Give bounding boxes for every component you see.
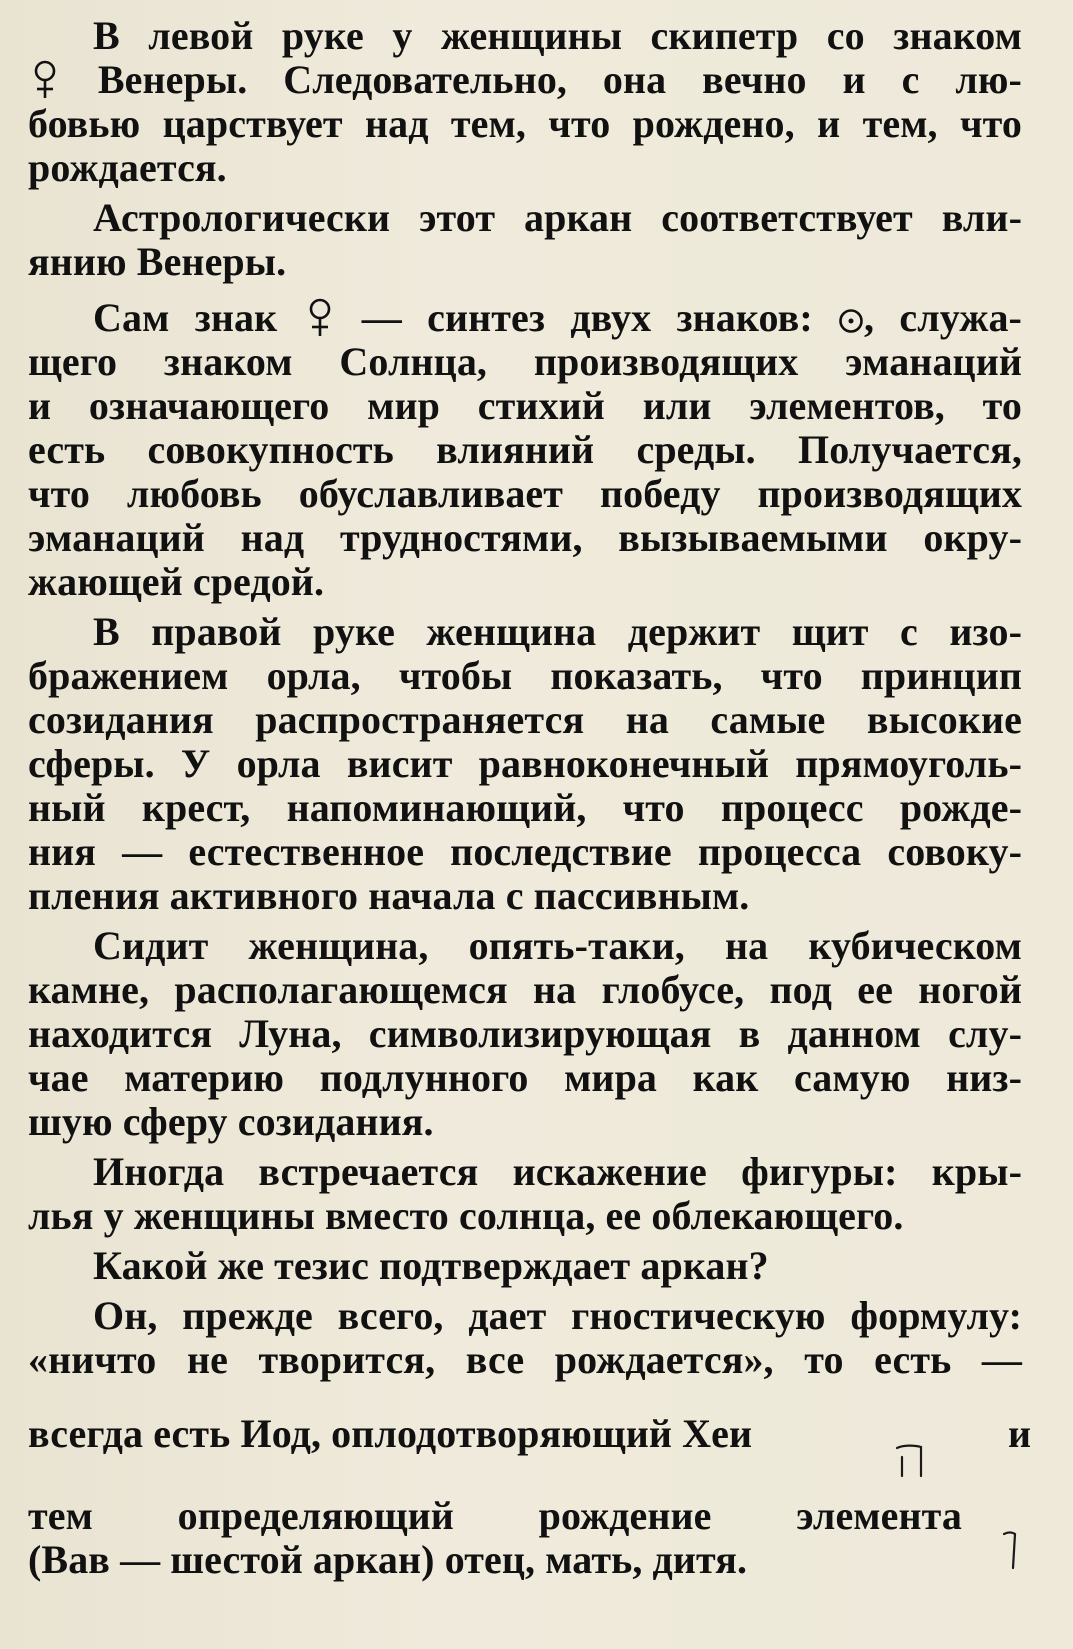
paragraph-formula xyxy=(28,1293,1032,1582)
text-fragment: и xyxy=(1008,1411,1032,1456)
paragraph-astrology xyxy=(28,196,1022,284)
text-line: Какой же тезис подтверждает аркан? xyxy=(93,1243,769,1288)
text-line: шую сферу созидания. xyxy=(28,1099,434,1144)
text-line xyxy=(28,58,1022,102)
text-fragment: Венеры. Следовательно, она вечно и с лю- xyxy=(97,57,1022,102)
text-line: что любовь обуславливает победу производящих xyxy=(28,471,1022,516)
text-line: эманаций над трудностями, вызываемыми окру- xyxy=(28,515,1022,560)
text-line: бовью царствует над тем, что рождено, и тем, что xyxy=(28,101,1022,146)
text-fragment: — синтез двух знаков: xyxy=(361,295,813,340)
text-line: тем определяющий рождение элемента xyxy=(28,1493,962,1538)
text-line: янию Венеры. xyxy=(28,239,287,284)
text-line: Сидит женщина, опять-таки, на кубическом xyxy=(93,923,1022,968)
text-line: рождается. xyxy=(28,145,227,190)
paragraph-question xyxy=(28,1244,1022,1288)
text-line: пления активного начала с пассивным. xyxy=(28,873,750,918)
text-line: В левой руке у женщины скипетр со знаком xyxy=(93,13,1022,58)
venus-symbol-icon xyxy=(28,59,62,99)
text-line: Иногда встречается искажение фигуры: кры- xyxy=(93,1149,1022,1194)
page-text xyxy=(28,13,1032,1582)
text-line: бражением орла, чтобы показать, что принцип xyxy=(28,653,1022,698)
paragraph-shield xyxy=(28,610,1022,918)
venus-symbol-icon xyxy=(303,297,337,337)
hebrew-vav-icon xyxy=(1003,1530,1017,1570)
text-line: ния — естественное последствие процесса совоку- xyxy=(28,829,1022,874)
text-fragment: , служа- xyxy=(864,295,1022,340)
text-line: и означающего мир стихий или элементов, то xyxy=(28,383,1022,428)
text-line: лья у женщины вместо солнца, ее облекающего. xyxy=(28,1193,904,1238)
text-line: камне, располагающемся на глобусе, под ее ногой xyxy=(28,967,1022,1012)
text-line: находится Луна, символизирующая в данном слу- xyxy=(28,1011,1022,1056)
text-line: «ничто не творится, все рождается», то есть — xyxy=(28,1337,1022,1382)
paragraph-sign xyxy=(28,296,1022,604)
text-line: Он, прежде всего, дает гностическую формулу: xyxy=(93,1293,1022,1338)
text-line xyxy=(28,296,1022,340)
sun-symbol-icon xyxy=(838,308,864,334)
paragraph-scepter xyxy=(28,14,1022,190)
text-line: есть совокупность влияний среды. Получается, xyxy=(28,427,1022,472)
paragraph-cube xyxy=(28,924,1022,1144)
paragraph-distortion xyxy=(28,1150,1022,1238)
text-fragment: всегда есть Иод, оплодотворяющий Хеи xyxy=(28,1411,753,1456)
hebrew-heh-icon xyxy=(894,1442,926,1480)
text-line: жающей средой. xyxy=(28,559,325,604)
text-line: Астрологически этот аркан соответствует вли- xyxy=(93,195,1022,240)
text-line: созидания распространяется на самые высокие xyxy=(28,697,1022,742)
text-line: чае материю подлунного мира как самую низ- xyxy=(28,1055,1022,1100)
text-line: (Вав — шестой аркан) отец, мать, дитя. xyxy=(28,1537,748,1582)
text-line: В правой руке женщина держит щит с изо- xyxy=(93,609,1022,654)
text-line xyxy=(28,1411,1032,1456)
text-fragment: Сам знак xyxy=(93,295,278,340)
text-line: сферы. У орла висит равноконечный прямоуголь- xyxy=(28,741,1022,786)
text-line: ный крест, напоминающий, что процесс рожде- xyxy=(28,785,1022,830)
text-line: щего знаком Солнца, производящих эманаций xyxy=(28,339,1022,384)
